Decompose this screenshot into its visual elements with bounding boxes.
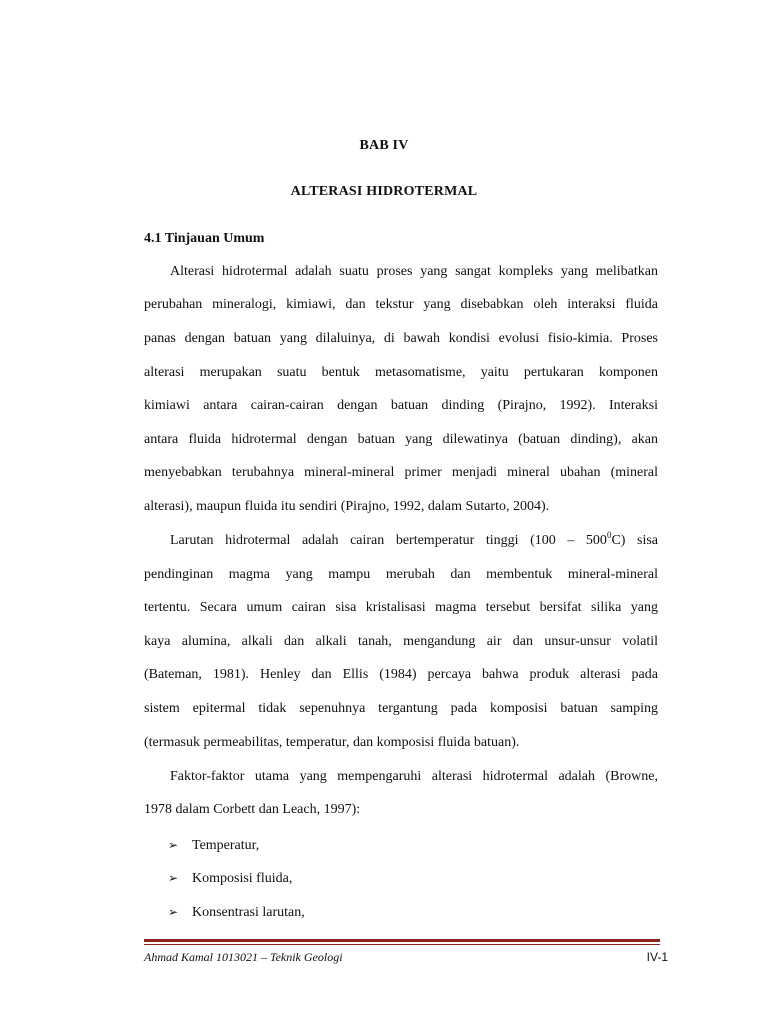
page-number: IV-1 xyxy=(646,950,668,964)
para1-line: antara fluida hidrotermal dengan batuan yang dilewatinya (batuan dinding), akan xyxy=(144,432,658,447)
arrow-bullet-icon: ➢ xyxy=(168,871,179,885)
footer-author: Ahmad Kamal 1013021 – Teknik Geologi xyxy=(144,950,343,964)
para2-line: sistem epitermal tidak sepenuhnya tergantung pada komposisi batuan samping xyxy=(144,701,658,716)
bullet-text: Konsentrasi larutan, xyxy=(192,905,305,920)
chapter-title: ALTERASI HIDROTERMAL xyxy=(290,184,478,199)
para1-line: menyebabkan terubahnya mineral-mineral primer menjadi mineral ubahan (mineral xyxy=(144,465,658,480)
arrow-bullet-icon: ➢ xyxy=(168,838,179,852)
para2-line: pendinginan magma yang mampu merubah dan membentuk mineral-mineral xyxy=(144,567,658,582)
chapter-heading: BAB IV xyxy=(359,138,409,153)
bullet-text: Komposisi fluida, xyxy=(192,871,293,886)
bullet-text: Temperatur, xyxy=(192,838,260,853)
degree-superscript: 0 xyxy=(606,530,612,540)
para2-line: (Bateman, 1981). Henley dan Ellis (1984) percaya bahwa produk alterasi pada xyxy=(144,667,658,682)
bullet-item xyxy=(168,869,292,887)
para2-line: tertentu. Secara umum cairan sisa kristalisasi magma tersebut bersifat silika yang xyxy=(144,600,658,615)
para2-first-text: Larutan hidrotermal adalah cairan bertemperatur tinggi (100 – 500 xyxy=(170,533,607,548)
para2-first-tail: C) sisa xyxy=(611,533,659,548)
para1-line: alterasi merupakan suatu bentuk metasomatisme, yaitu pertukaran komponen xyxy=(144,365,658,380)
footer-rule-thin xyxy=(144,944,660,945)
bullet-item xyxy=(168,836,259,854)
arrow-bullet-icon: ➢ xyxy=(168,905,179,919)
para1-line: panas dengan batuan yang dilaluinya, di bawah kondisi evolusi fisio-kimia. Proses xyxy=(144,331,658,346)
para3-line: 1978 dalam Corbett dan Leach, 1997): xyxy=(144,802,361,817)
para1-line: kimiawi antara cairan-cairan dengan batuan dinding (Pirajno, 1992). Interaksi xyxy=(144,398,658,413)
para3-line: Faktor-faktor utama yang mempengaruhi alterasi hidrotermal adalah (Browne, xyxy=(170,769,658,784)
para2-first-line xyxy=(170,532,658,550)
bullet-item xyxy=(168,903,305,921)
para1-line: Alterasi hidrotermal adalah suatu proses yang sangat kompleks yang melibatkan xyxy=(170,264,658,279)
footer-rule-thick xyxy=(144,939,660,942)
para2-line: (termasuk permeabilitas, temperatur, dan komposisi fluida batuan). xyxy=(144,735,520,750)
section-heading: 4.1 Tinjauan Umum xyxy=(144,231,265,246)
para2-line: kaya alumina, alkali dan alkali tanah, mengandung air dan unsur-unsur volatil xyxy=(144,634,658,649)
para1-line: perubahan mineralogi, kimiawi, dan tekstur yang disebabkan oleh interaksi fluida xyxy=(144,297,658,312)
para1-line: alterasi), maupun fluida itu sendiri (Pirajno, 1992, dalam Sutarto, 2004). xyxy=(144,499,550,514)
